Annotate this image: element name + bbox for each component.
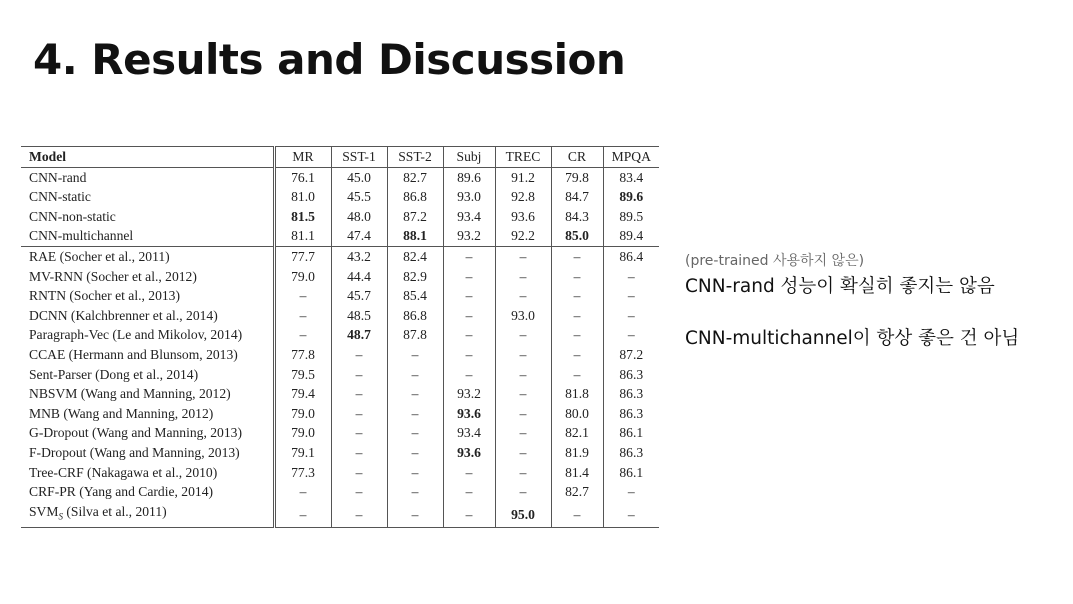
mpqa-score-cell: 86.4	[603, 246, 659, 266]
sst1-score-cell: –	[331, 345, 387, 365]
cr-score-cell: 82.7	[551, 482, 603, 502]
cr-score-cell: –	[551, 286, 603, 306]
mpqa-score-cell: –	[603, 502, 659, 528]
trec-score-cell: 93.6	[495, 207, 551, 227]
sst1-score-cell: –	[331, 502, 387, 528]
model-name-cell: Tree-CRF (Nakagawa et al., 2010)	[29, 464, 218, 480]
subj-score-cell: 93.6	[443, 443, 495, 463]
mpqa-score-cell: 89.4	[603, 226, 659, 246]
cr-score-cell: 84.3	[551, 207, 603, 227]
trec-score-cell: 95.0	[495, 502, 551, 528]
cr-score-cell: –	[551, 365, 603, 385]
cr-score-cell: 84.7	[551, 187, 603, 207]
cr-score-cell: 80.0	[551, 404, 603, 424]
sst2-score-cell: 87.8	[387, 325, 443, 345]
mr-score-cell: 81.0	[274, 187, 331, 207]
cr-score-cell: 79.8	[551, 167, 603, 187]
table-row	[21, 365, 659, 385]
trec-score-cell: –	[495, 246, 551, 266]
sst1-score-cell: 48.0	[331, 207, 387, 227]
model-name-cell: MNB (Wang and Manning, 2012)	[29, 405, 214, 421]
mr-score-cell: 79.0	[274, 423, 331, 443]
mr-score-cell: –	[274, 286, 331, 306]
mr-score-cell: 79.4	[274, 384, 331, 404]
mr-score-cell: 81.5	[274, 207, 331, 227]
sst1-score-cell: –	[331, 404, 387, 424]
sst2-score-cell: –	[387, 345, 443, 365]
cr-score-cell: –	[551, 306, 603, 326]
sst1-score-cell: –	[331, 384, 387, 404]
header-subj: Subj	[443, 147, 495, 168]
table-row	[21, 345, 659, 365]
trec-score-cell: –	[495, 345, 551, 365]
sst2-score-cell: 82.4	[387, 246, 443, 266]
model-name-cell: CNN-non-static	[29, 208, 116, 224]
mr-score-cell: 77.8	[274, 345, 331, 365]
table-row	[21, 267, 659, 287]
header-trec: TREC	[495, 147, 551, 168]
table-row	[21, 482, 659, 502]
notes-panel	[685, 248, 1070, 352]
mr-score-cell: 79.5	[274, 365, 331, 385]
model-name-cell: CNN-rand	[29, 169, 87, 185]
sst1-score-cell: –	[331, 482, 387, 502]
model-name-cell: DCNN (Kalchbrenner et al., 2014)	[29, 307, 218, 323]
mpqa-score-cell: 89.5	[603, 207, 659, 227]
table-row	[21, 463, 659, 483]
mpqa-score-cell: –	[603, 306, 659, 326]
sst2-score-cell: –	[387, 463, 443, 483]
trec-score-cell: 92.2	[495, 226, 551, 246]
trec-score-cell: 92.8	[495, 187, 551, 207]
table-row	[21, 384, 659, 404]
mpqa-score-cell: 86.3	[603, 365, 659, 385]
table-header-row	[21, 147, 659, 168]
mpqa-score-cell: –	[603, 325, 659, 345]
trec-score-cell: –	[495, 404, 551, 424]
subj-score-cell: –	[443, 345, 495, 365]
header-cr: CR	[551, 147, 603, 168]
mpqa-score-cell: 83.4	[603, 167, 659, 187]
subj-score-cell: –	[443, 246, 495, 266]
header-mpqa: MPQA	[603, 147, 659, 168]
sst2-score-cell: 88.1	[387, 226, 443, 246]
table-body	[21, 167, 659, 527]
mpqa-score-cell: –	[603, 267, 659, 287]
subj-score-cell: 93.2	[443, 384, 495, 404]
table-row	[21, 226, 659, 246]
table-row	[21, 404, 659, 424]
results-table	[21, 146, 659, 528]
cr-score-cell: –	[551, 502, 603, 528]
cr-score-cell: 82.1	[551, 423, 603, 443]
mr-score-cell: 77.3	[274, 463, 331, 483]
mpqa-score-cell: –	[603, 286, 659, 306]
mpqa-score-cell: 89.6	[603, 187, 659, 207]
subj-score-cell: 93.0	[443, 187, 495, 207]
table-row	[21, 286, 659, 306]
model-name-cell: NBSVM (Wang and Manning, 2012)	[29, 386, 231, 402]
mr-score-cell: 76.1	[274, 167, 331, 187]
trec-score-cell: 93.0	[495, 306, 551, 326]
sst1-score-cell: –	[331, 365, 387, 385]
table-row	[21, 246, 659, 266]
note-cnn-multichannel: CNN-multichannel이 항상 좋은 건 아님	[685, 328, 1020, 349]
sst2-score-cell: 86.8	[387, 187, 443, 207]
cr-score-cell: 85.0	[551, 226, 603, 246]
table-row	[21, 167, 659, 187]
cr-score-cell: 81.8	[551, 384, 603, 404]
sst1-score-cell: –	[331, 443, 387, 463]
model-name-cell: Sent-Parser (Dong et al., 2014)	[29, 366, 199, 382]
mpqa-score-cell: 86.3	[603, 404, 659, 424]
sst2-score-cell: –	[387, 482, 443, 502]
mpqa-score-cell: 86.3	[603, 384, 659, 404]
cr-score-cell: –	[551, 345, 603, 365]
model-name-cell: MV-RNN (Socher et al., 2012)	[29, 268, 197, 284]
mr-score-cell: –	[274, 306, 331, 326]
sst2-score-cell: –	[387, 404, 443, 424]
mr-score-cell: 77.7	[274, 246, 331, 266]
sst1-score-cell: 45.7	[331, 286, 387, 306]
subj-score-cell: 89.6	[443, 167, 495, 187]
subj-score-cell: 93.4	[443, 423, 495, 443]
model-name-cell: RNTN (Socher et al., 2013)	[29, 288, 181, 304]
mpqa-score-cell: 87.2	[603, 345, 659, 365]
cr-score-cell: –	[551, 267, 603, 287]
mr-score-cell: 81.1	[274, 226, 331, 246]
subj-score-cell: –	[443, 325, 495, 345]
cr-score-cell: –	[551, 325, 603, 345]
header-sst2: SST-2	[387, 147, 443, 168]
header-sst1: SST-1	[331, 147, 387, 168]
sst2-score-cell: 82.9	[387, 267, 443, 287]
sst2-score-cell: –	[387, 502, 443, 528]
sst2-score-cell: –	[387, 365, 443, 385]
slide-title: 4. Results and Discussion	[33, 35, 626, 84]
model-name-cell: G-Dropout (Wang and Manning, 2013)	[29, 425, 242, 441]
trec-score-cell: –	[495, 463, 551, 483]
sst2-score-cell: 86.8	[387, 306, 443, 326]
mr-score-cell: 79.1	[274, 443, 331, 463]
sst2-score-cell: 85.4	[387, 286, 443, 306]
subj-score-cell: –	[443, 502, 495, 528]
sst2-score-cell: 87.2	[387, 207, 443, 227]
subj-score-cell: 93.6	[443, 404, 495, 424]
table-row	[21, 443, 659, 463]
subj-score-cell: –	[443, 365, 495, 385]
trec-score-cell: –	[495, 286, 551, 306]
trec-score-cell: –	[495, 482, 551, 502]
table-row	[21, 423, 659, 443]
sst1-score-cell: 47.4	[331, 226, 387, 246]
model-name-cell: CCAE (Hermann and Blunsom, 2013)	[29, 346, 238, 362]
mpqa-score-cell: –	[603, 482, 659, 502]
model-name-cell: Paragraph-Vec (Le and Mikolov, 2014)	[29, 327, 243, 343]
mr-score-cell: 79.0	[274, 267, 331, 287]
mpqa-score-cell: 86.3	[603, 443, 659, 463]
subj-score-cell: –	[443, 482, 495, 502]
model-name-cell: CRF-PR (Yang and Cardie, 2014)	[29, 484, 214, 500]
mr-score-cell: 79.0	[274, 404, 331, 424]
sst2-score-cell: –	[387, 443, 443, 463]
mr-score-cell: –	[274, 482, 331, 502]
sst2-score-cell: –	[387, 384, 443, 404]
sst1-score-cell: 48.7	[331, 325, 387, 345]
cr-score-cell: 81.4	[551, 463, 603, 483]
sst2-score-cell: 82.7	[387, 167, 443, 187]
sst1-score-cell: 43.2	[331, 246, 387, 266]
subj-score-cell: –	[443, 463, 495, 483]
note-spacer	[685, 300, 1070, 326]
subj-score-cell: 93.2	[443, 226, 495, 246]
table-row	[21, 325, 659, 345]
sst1-score-cell: 44.4	[331, 267, 387, 287]
note-pretrained: (pre-trained 사용하지 않은)	[685, 253, 865, 269]
trec-score-cell: –	[495, 443, 551, 463]
subj-score-cell: –	[443, 267, 495, 287]
header-mr: MR	[274, 147, 331, 168]
sst2-score-cell: –	[387, 423, 443, 443]
model-name-cell: CNN-static	[29, 189, 91, 205]
sst1-score-cell: 45.5	[331, 187, 387, 207]
cr-score-cell: 81.9	[551, 443, 603, 463]
model-name-cell: CNN-multichannel	[29, 228, 134, 244]
subj-score-cell: 93.4	[443, 207, 495, 227]
subj-score-cell: –	[443, 286, 495, 306]
subj-score-cell: –	[443, 306, 495, 326]
trec-score-cell: 91.2	[495, 167, 551, 187]
trec-score-cell: –	[495, 267, 551, 287]
cr-score-cell: –	[551, 246, 603, 266]
model-name-cell: $SVM_S$ (Silva et al., 2011)	[21, 502, 274, 528]
sst1-score-cell: 45.0	[331, 167, 387, 187]
table-row	[21, 502, 659, 528]
trec-score-cell: –	[495, 325, 551, 345]
mr-score-cell: –	[274, 502, 331, 528]
trec-score-cell: –	[495, 365, 551, 385]
header-model: Model	[21, 147, 274, 168]
table-row	[21, 187, 659, 207]
mr-score-cell: –	[274, 325, 331, 345]
sst1-score-cell: –	[331, 423, 387, 443]
mpqa-score-cell: 86.1	[603, 463, 659, 483]
trec-score-cell: –	[495, 384, 551, 404]
mpqa-score-cell: 86.1	[603, 423, 659, 443]
note-cnn-rand: CNN-rand 성능이 확실히 좋지는 않음	[685, 276, 995, 297]
model-name-cell: RAE (Socher et al., 2011)	[21, 246, 274, 266]
table-row	[21, 306, 659, 326]
sst1-score-cell: 48.5	[331, 306, 387, 326]
table-row	[21, 207, 659, 227]
trec-score-cell: –	[495, 423, 551, 443]
model-name-cell: F-Dropout (Wang and Manning, 2013)	[29, 444, 240, 460]
sst1-score-cell: –	[331, 463, 387, 483]
